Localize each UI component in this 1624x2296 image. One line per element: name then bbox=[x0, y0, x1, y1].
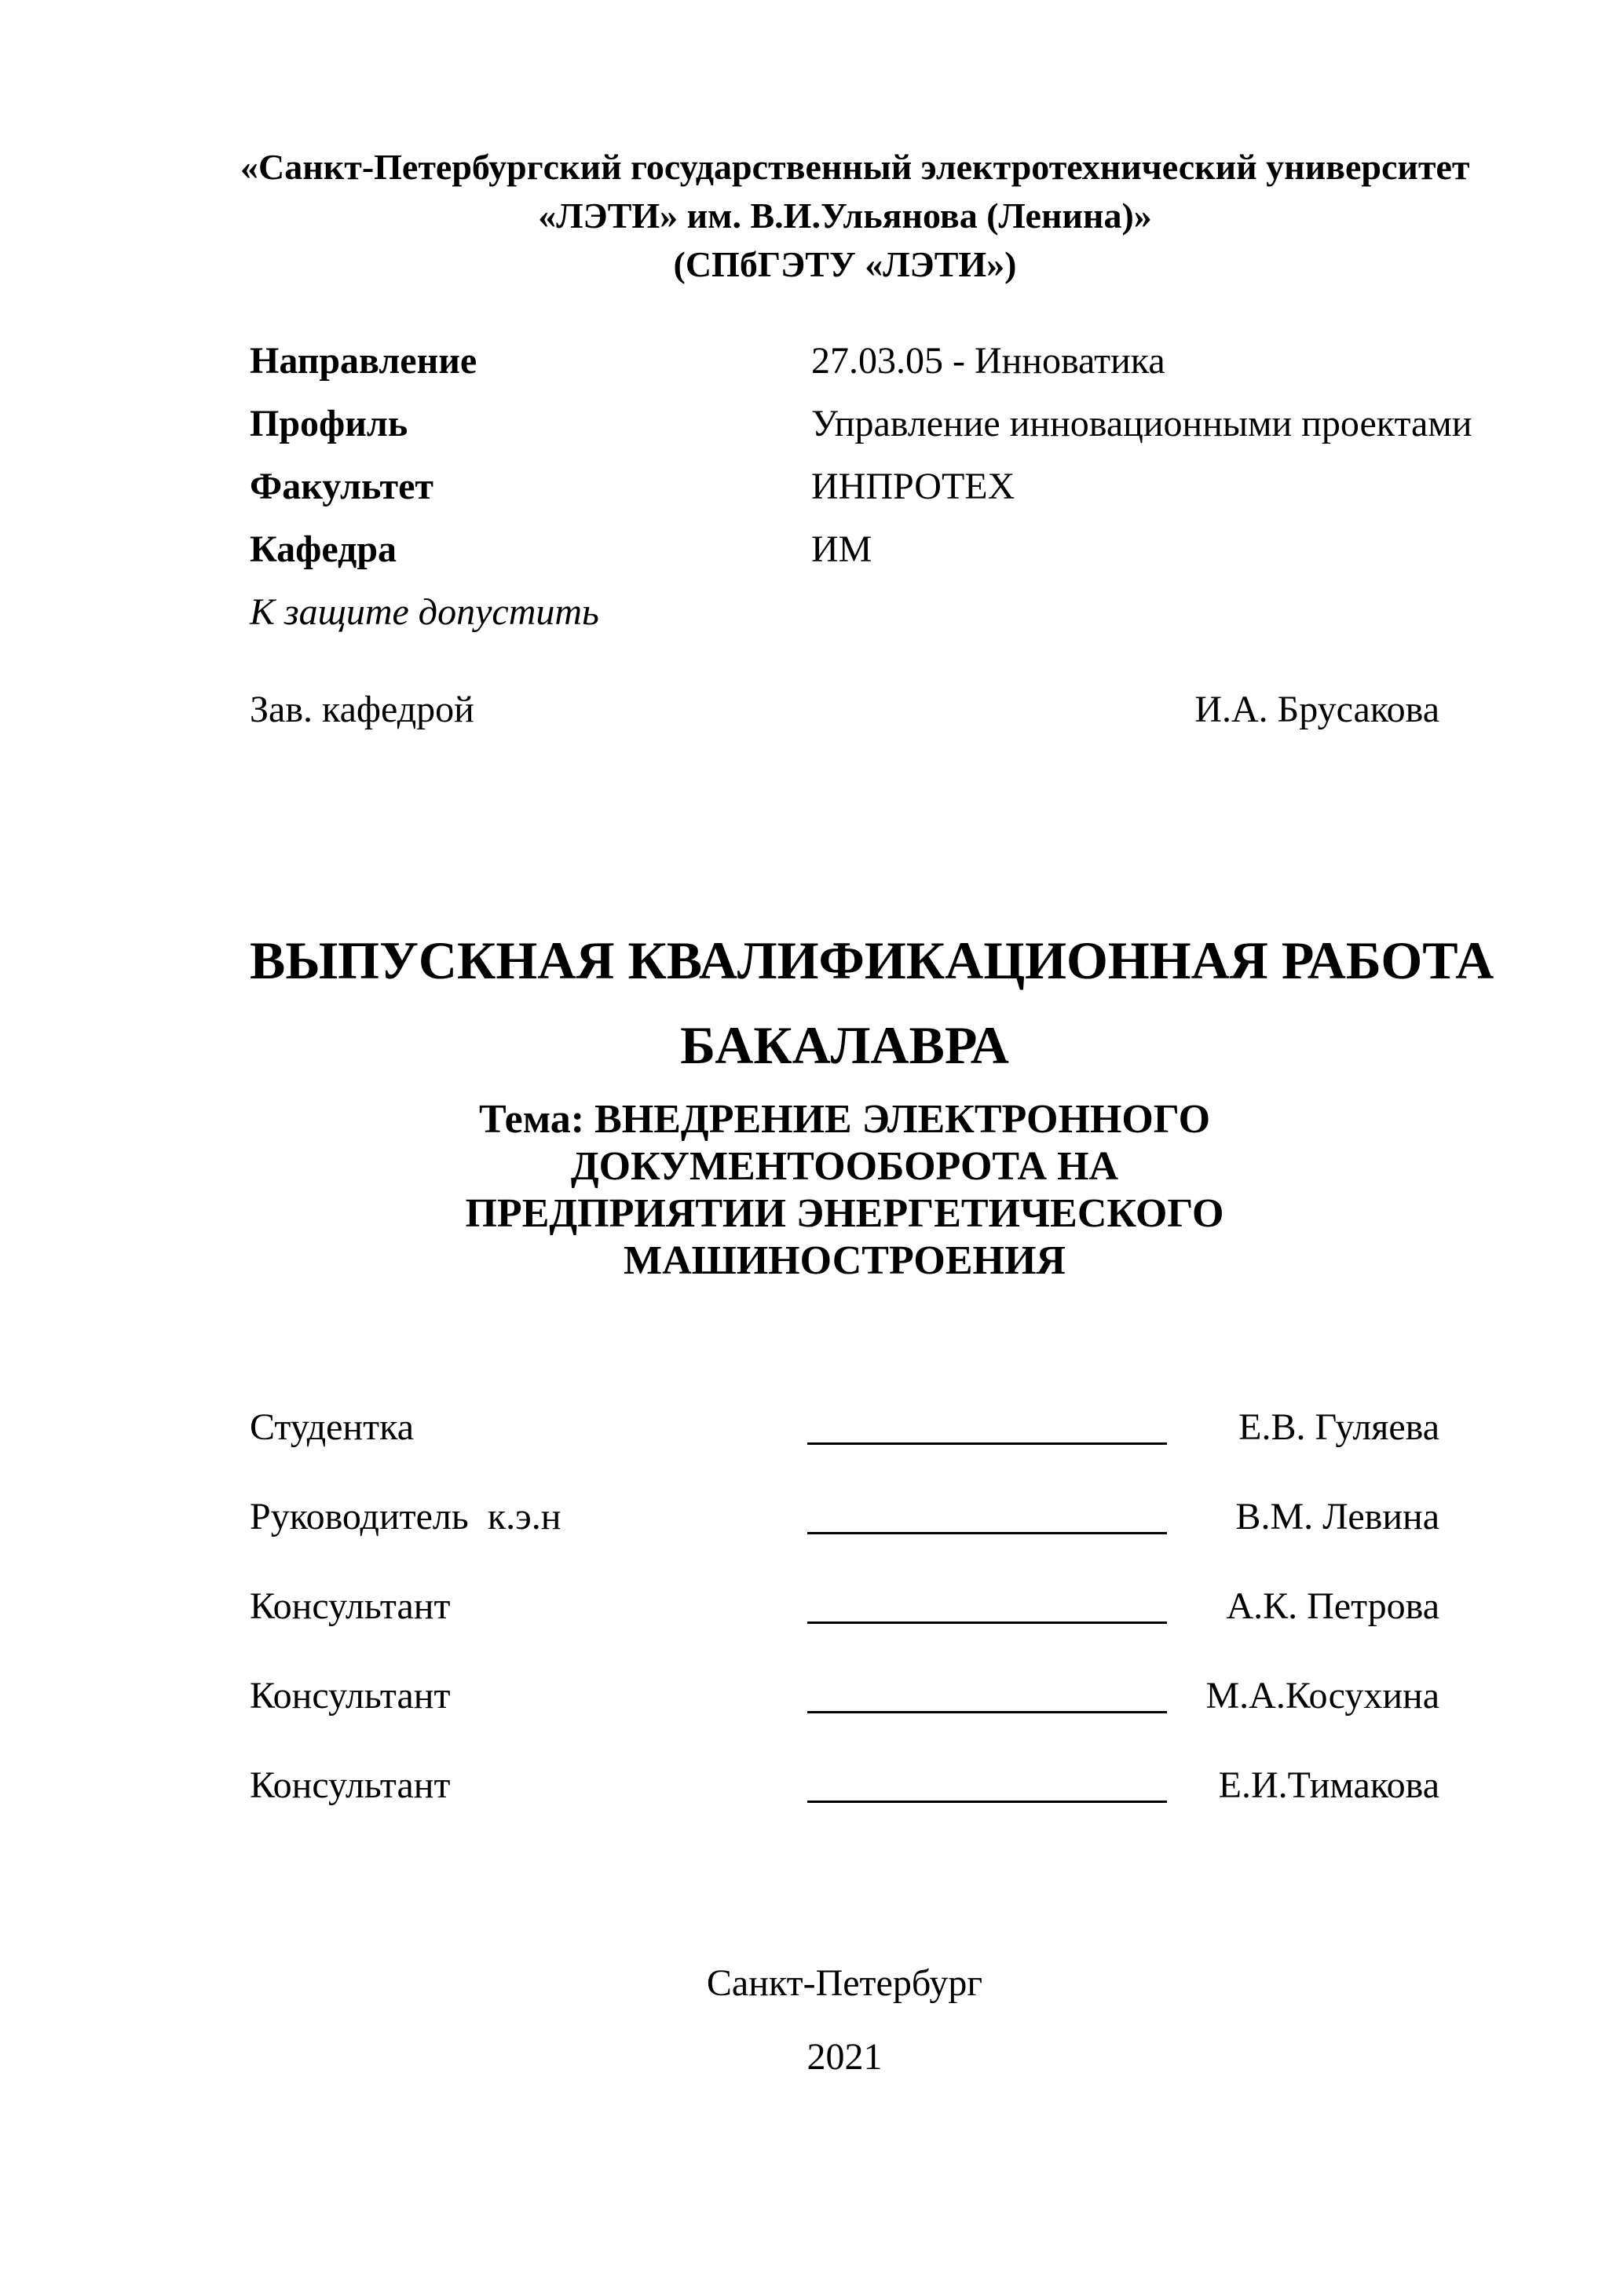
fields-section bbox=[250, 339, 1472, 633]
field-value-profile: Управление инновационными проектами bbox=[811, 403, 1472, 444]
thesis-title-line-1: ВЫПУСКНАЯ КВАЛИФИКАЦИОННАЯ РАБОТА bbox=[250, 930, 1494, 990]
signature-label-consultant-1: Консультант bbox=[250, 1585, 451, 1627]
admission-note: К защите допустить bbox=[250, 591, 599, 633]
field-value-direction: 27.03.05 - Инноватика bbox=[811, 340, 1165, 382]
field-label-faculty: Факультет bbox=[250, 466, 433, 507]
signature-line bbox=[807, 1398, 1167, 1445]
thesis-title-line-2: БАКАЛАВРА bbox=[680, 1015, 1009, 1075]
field-row-faculty bbox=[250, 465, 1439, 528]
field-label-department: Кафедра bbox=[250, 528, 397, 570]
text-block bbox=[240, 0, 1494, 2296]
signature-name-consultant-2: М.А.Косухина bbox=[1205, 1675, 1439, 1717]
signature-label-supervisor: Руководитель к.э.н bbox=[250, 1496, 561, 1537]
signature-row-supervisor bbox=[250, 1487, 1439, 1577]
field-label-profile: Профиль bbox=[250, 403, 408, 444]
footer-year: 2021 bbox=[807, 2036, 883, 2078]
footer-city: Санкт-Петербург bbox=[706, 1962, 983, 2004]
university-header-line-3: (СПбГЭТУ «ЛЭТИ») bbox=[673, 244, 1017, 284]
signature-label-student: Студентка bbox=[250, 1406, 414, 1448]
thesis-theme-line-2: ПРЕДПРИЯТИИ ЭНЕРГЕТИЧЕСКОГО МАШИНОСТРОЕНИЯ bbox=[465, 1191, 1224, 1283]
signature-line bbox=[807, 1666, 1167, 1713]
university-header bbox=[240, 143, 1470, 289]
field-row-direction bbox=[250, 339, 1439, 402]
field-value-faculty: ИНПРОТЕХ bbox=[811, 466, 1015, 507]
signature-row-consultant-3 bbox=[250, 1756, 1439, 1845]
signature-name-consultant-3: Е.И.Тимакова bbox=[1218, 1764, 1439, 1806]
university-header-line-1: «Санкт-Петербургский государственный электротехнический университет bbox=[240, 147, 1470, 187]
field-value-department: ИМ bbox=[811, 528, 872, 570]
signature-line bbox=[807, 1577, 1167, 1624]
signature-row-student bbox=[250, 1398, 1439, 1487]
signature-row-consultant-2 bbox=[250, 1666, 1439, 1756]
thesis-theme-line-1: Тема: ВНЕДРЕНИЕ ЭЛЕКТРОННОГО ДОКУМЕНТООБОРОТА НА bbox=[478, 1097, 1211, 1189]
field-row-profile bbox=[250, 402, 1472, 465]
signature-name-supervisor: В.М. Левина bbox=[1235, 1496, 1439, 1537]
university-header-line-2: «ЛЭТИ» им. В.И.Ульянова (Ленина)» bbox=[538, 196, 1152, 236]
signature-name-consultant-1: А.К. Петрова bbox=[1226, 1585, 1439, 1627]
thesis-theme bbox=[250, 1096, 1439, 1285]
field-label-direction: Направление bbox=[250, 340, 477, 382]
signature-line bbox=[807, 1487, 1167, 1534]
signature-label-consultant-2: Консультант bbox=[250, 1675, 451, 1717]
signature-name-student: Е.В. Гуляева bbox=[1238, 1406, 1439, 1448]
field-row-department bbox=[250, 528, 1439, 590]
signature-label-consultant-3: Консультант bbox=[250, 1764, 451, 1806]
signatures-section bbox=[250, 1398, 1439, 1845]
approval-name: И.А. Брусакова bbox=[1194, 689, 1439, 730]
signature-line bbox=[807, 1756, 1167, 1803]
signature-row-consultant-1 bbox=[250, 1577, 1439, 1666]
approval-label: Зав. кафедрой bbox=[250, 689, 474, 730]
